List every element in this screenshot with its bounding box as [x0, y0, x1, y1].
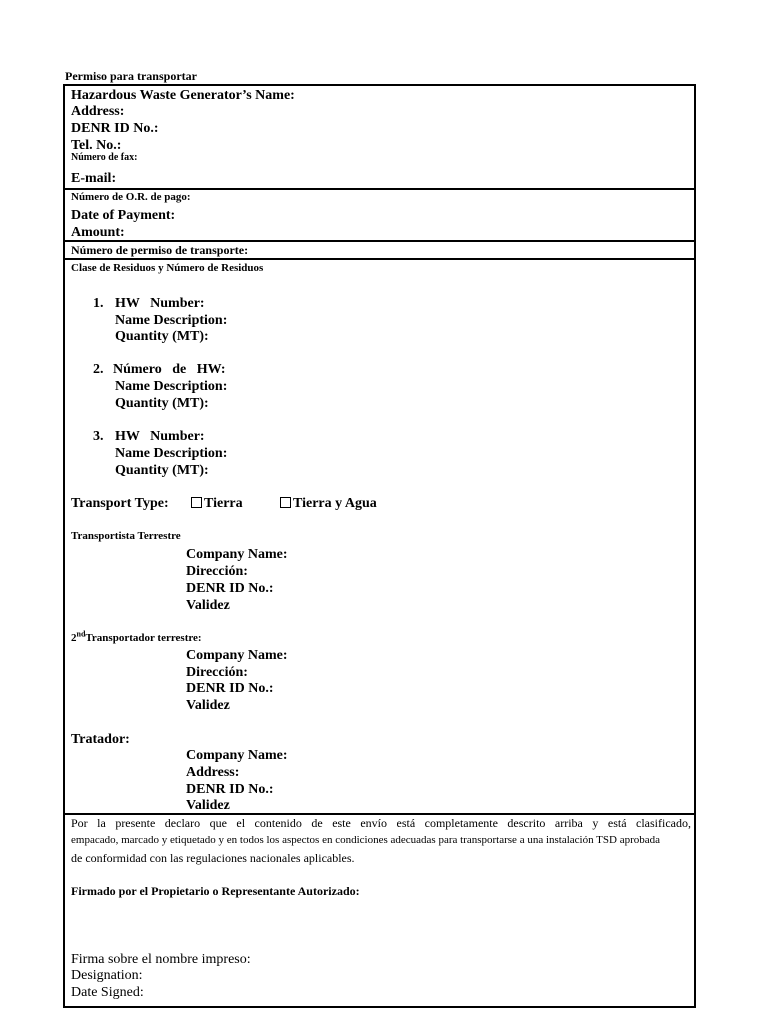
designation-label: Designation: — [71, 968, 143, 983]
transporter2-heading-sup: nd — [76, 629, 86, 639]
generator-address-label: Address: — [71, 104, 125, 119]
quantity-label: Quantity (MT): — [115, 396, 209, 411]
name-description-label: Name Description: — [115, 313, 228, 328]
checkbox-land-water[interactable] — [280, 497, 291, 508]
name-description-label: Name Description: — [115, 379, 228, 394]
generator-tel-label: Tel. No.: — [71, 138, 122, 153]
or-number-label: Número de O.R. de pago: — [71, 191, 191, 203]
transporter2-address-label: Dirección: — [186, 665, 248, 680]
generator-denr-label: DENR ID No.: — [71, 121, 159, 136]
generator-email-label: E-mail: — [71, 171, 117, 186]
transporter1-validity-label: Validez — [186, 598, 230, 613]
transport-type-label: Transport Type: — [71, 496, 169, 511]
payment-date-label: Date of Payment: — [71, 208, 176, 223]
checkbox-land[interactable] — [191, 497, 202, 508]
declaration-line-2: empacado, marcado y etiquetado y en todos los aspectos en condiciones adecuadas para transportarse a una instalación TSD aprobada — [71, 834, 660, 846]
quantity-label: Quantity (MT): — [115, 463, 209, 478]
hw-number-label: Número de HW: — [113, 362, 226, 377]
quantity-label: Quantity (MT): — [115, 329, 209, 344]
hw-number-label: HW Number: — [115, 296, 205, 311]
permit-number-label: Número de permiso de transporte: — [71, 243, 249, 257]
transporter1-company-label: Company Name: — [186, 547, 288, 562]
generator-fax-label: Número de fax: — [71, 152, 138, 163]
waste-item-number: 2. — [93, 362, 104, 377]
transporter2-heading-rest: Transportador terrestre: — [85, 632, 202, 644]
signed-by-label: Firmado por el Propietario o Representante Autorizado: — [71, 884, 360, 898]
waste-item-number: 1. — [93, 296, 104, 311]
waste-section-label: Clase de Residuos y Número de Residuos — [71, 262, 264, 274]
transporter2-denr-label: DENR ID No.: — [186, 681, 274, 696]
divider-payment — [63, 240, 695, 242]
transport-option-land-water[interactable] — [280, 496, 377, 512]
name-description-label: Name Description: — [115, 446, 228, 461]
option-land-water-label: Tierra y Agua — [293, 496, 377, 511]
treater-address-label: Address: — [186, 765, 240, 780]
transport-option-land[interactable] — [191, 496, 243, 512]
divider-generator — [63, 188, 695, 190]
declaration-line-3: de conformidad con las regulaciones nacionales aplicables. — [71, 851, 355, 865]
divider-permit — [63, 258, 695, 260]
transporter2-validity-label: Validez — [186, 698, 230, 713]
treater-denr-label: DENR ID No.: — [186, 782, 274, 797]
treater-heading: Tratador: — [71, 732, 130, 747]
waste-item-number: 3. — [93, 429, 104, 444]
generator-name-label: Hazardous Waste Generator’s Name: — [71, 88, 295, 103]
transporter1-denr-label: DENR ID No.: — [186, 581, 274, 596]
divider-declaration — [63, 813, 695, 815]
treater-validity-label: Validez — [186, 798, 230, 813]
treater-company-label: Company Name: — [186, 748, 288, 763]
hw-number-label: HW Number: — [115, 429, 205, 444]
signature-label: Firma sobre el nombre impreso: — [71, 952, 251, 967]
transporter2-heading-prefix: 2 — [71, 632, 77, 644]
declaration-line-1: Por la presente declaro que el contenido de este envío está completamente descrito arriba y está clasificado, — [71, 816, 691, 830]
option-land-label: Tierra — [204, 496, 243, 511]
page-title: Permiso para transportar — [65, 69, 197, 83]
transporter1-address-label: Dirección: — [186, 564, 248, 579]
transporter2-company-label: Company Name: — [186, 648, 288, 663]
amount-label: Amount: — [71, 225, 125, 240]
date-signed-label: Date Signed: — [71, 985, 144, 1000]
transporter2-heading — [71, 629, 202, 645]
transporter1-heading: Transportista Terrestre — [71, 530, 181, 542]
